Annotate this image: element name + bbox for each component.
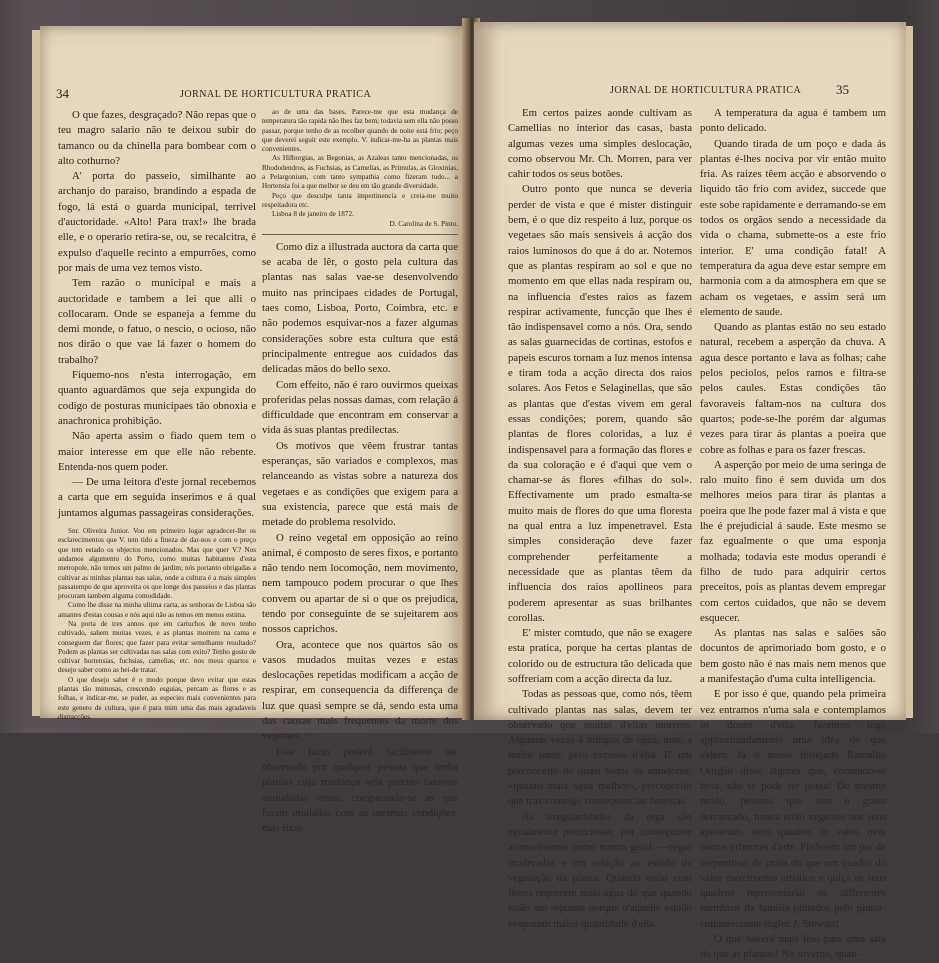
page-number-right: 35 [836, 82, 849, 97]
paragraph: A asperção por meio de uma seringa de ralo muito fino é sem duvida um dos melhores meios para tirar ás plantas a poeira que lhe pode fazer mal á vista e que lhe é prejudicial á saude. Este mesmo se faz egualmente o que uma esponja molhada; todavia este modus operandi é filho de tudo para adquirir certos preceitos, pois as plantas devem empregar com certos cuidados, que não se devem esquecer. [700, 458, 886, 624]
running-head-left: JORNAL DE HORTICULTURA PRATICA [180, 89, 372, 100]
letter-text [58, 527, 256, 722]
paragraph: Fiquemo-nos n'esta interrogação, em quanto aguardâmos que seja expungida do codigo de posturas municipaes tão obnoxia e anachronica prohibição. [58, 369, 256, 427]
paragraph: Quando tirada de um poço e dada ás plantas é-lhes nociva por vir então muito fria. As raizes têem acção e absorvendo o liquido tão frio com avidez, succede que este sobe rapidamente e derramando-se em todos os orgãos sendo a necessidade da vida o chama, submette-os a este frio interior. E' uma condição fatal! A temperatura da agua deve estar sempre em harmonia com a da atmosphera em que se acham os vegetaes, e assim será um elemento de saude. [700, 137, 886, 318]
paragraph: O que haverá mais feio para uma sala do que as plantas? No inverno, quan- [700, 933, 886, 961]
paragraph: Não aperta assim o fiado quem tem o maior interesse em que elle não rebente. Entenda-nos quem poder. [58, 430, 256, 473]
small-paragraph: ao de uma das bases. Parece-me que esta mudança de temperatura tão rapida não lhes faz bem; todavia sem ella não posso passar, porque tenho de as recolher quando de noite está frio; peço que deverei seguir este exemplo. V. indicar-me-ha as plantas mais convenientes. [262, 108, 458, 154]
small-paragraph: Lisboa 8 de janeiro de 1872. [272, 210, 354, 219]
paragraph: — De uma leitora d'este jornal recebemos a carta que em seguida inserimos e á qual juntamos algumas passageiras considerações. [58, 476, 256, 519]
left-column-1 [58, 108, 256, 722]
page-number-left: 34 [56, 86, 69, 101]
paragraph: As plantas nas salas e salões são docuntos de aprimoriado bom gosto, e o bem gosto não é nas mais nem menos que a manifestação d'uma culta intelligencia. [700, 627, 886, 685]
divider-rule [262, 234, 458, 235]
paragraph: Com effeito, não é raro ouvirmos queixas proferidas pelas nossas damas, com relação á difficuldade que encontram em conservar a vida ás suas plantas predilectas. [262, 378, 458, 437]
small-paragraph: O que desejo saber é o modo porque devo evitar que estas plantas tão mimosas, crescendo esguias, percam as flores e as folhas, e indicar-me, se puder, as especies mais convenientes para este genero de cultura, que é para mim uma das mais agradaveis distracções. [58, 675, 256, 721]
paragraph: Quando as plantas estão no seu estado natural, recebem a asperção da chuva. A agua desce portanto e lava as folhas; cahe pelos peciolos, pelos ramos e filtra-se pelos caules. Estas condições tão favoraveis faltam-nos na cultura dos quartos; pode-se-lhe porém dar algumas vezes para tirar ás plantas a poeira que cobre as folhas e para os fazer frescas. [700, 321, 886, 456]
paragraph: Outro ponto que nunca se deveria perder de vista e que é mister distinguir bem, é o que diz respeito á luz, porque os vegetaes são mais sensiveis á acção dos raios luminosos do que á do ar. Notemos que as plantas respiram ao sol e que no momento em que ellas nada respiram ou, na influencia d'estes raios as fazem respirar activamente, funcção que lhes é tão indispensavel como a nós. Ora, sendo as salas guarnecidas de cortinas, estofos e papeis escuros tornam a luz menos intensa e tiram toda a acção directa dos raios solares. Aos Fetos e Selaginellas, que são as plantas que d'estas vivem em geral essas condições; porem, quando são plantas de flores coloridas, a luz é indispensavel para a formação das flores e da sua coloração e é d'aqui que vem o chamar-se ás flores «filhas do sol». Effectivamente um prado esmalta-se muito mais de flores do que uma floresta na qual entra a luz impenetravel. Esta simples consideração deve fazer comprehender perfeitamente a necessidade que as plantas têem da influencia dos raios apollineos para poderem apresentar as suas brilhantes corollas. [508, 183, 692, 624]
paragraph: Os motivos que vêem frustrar tantas esperanças, são variados e complexos, mas relanceando as vistas sobre a natureza dos vegetaes e as condições que exigem para a sua existencia, parece que está mais de metade do problema resolvido. [262, 439, 458, 529]
paragraph: E' mister comtudo, que não se exagere esta pratica, porque ha certas plantas de colorido ou de estructura tão delicada que soffreriam com a acção directa da luz. [508, 627, 692, 685]
small-paragraph: Na porta de tres annos que em cartuchos de novo tenho cultivado, sahem muitas vezes, e as plantas morrem na cama e conseguem dar flores; que fazer para evitar semelhante resultado? Podem as plantas ser cultivadas nas salas com exito? Tenho gosto de cultivar hortensias, fuchsias, camelias, etc. nos meus quartos e desejo saber como as hei-de tratar. [58, 619, 256, 675]
paragraph: Em certos paizes aonde cultivam as Camellias no interior das casas, basta algumas vezes uma simples deslocação, como observou Mr. Ch. Morren, para ver cahir todos os seus botões. [508, 107, 692, 181]
paragraph: As irregularidades da rega são egualmente perniciosas; por conseguinte aconselhamos como norma geral: —regas moderadas e em relação ao estado de vegetação da planta. Quando estão com flores requerem mais agua do que quando estão em repouso porque n'aquelle estado evaporam maior quantidade d'ella. [508, 810, 692, 930]
paragraph: O que fazes, desgraçado? Não repas que o teu magro salario não te deixou subir do tamanco ou da chinella para bombear com o alto cothurno? [58, 109, 256, 167]
paragraph: Este facto poderá facilmente ser observado por qualquer pessoa que tenha plantas cuja mudança seja preciso fazer-se amiudadas vezes, comparando-se as que foram mudadas com as mesmas condições, mas fixas. [262, 745, 458, 835]
paragraph: E por isso é que, quando pela primeira vez entramos n'uma sala e contemplamos os donos d'ella, fazemos logo approximadamente uma idéa do que valem. Já o nosso festejado Ramalho Ortigão disse algures que, comendo-se broa, não se pode ser poeta! Do mesmo modo, pessoas que tem o gosto derrancado, nunca terão vegetaes nos seus aposentos, nem quadros de valor, nem outros primores d'arte. Preferem um par de serpentinas de prata do que um quadro do valor mercimento artistico e quiçá os seus quadros representarão os differentes membros da familia pintados pelo pintor-commerciante inglez J. Stewart! [700, 688, 886, 930]
paragraph: A temperatura da agua é tambem um ponto delicado. [700, 107, 886, 135]
small-paragraph: As Hilborgias, as Begonias, as Azaleas tanto mencionadas, os Rhododendros, as Fuchsias, as Camelias, as Primulas, as Gloxinias, a Pelargonium, com tanto sympathia como fizeram tudo... a Hortensia foi a que melhor se deu em tão grande diversidade. [262, 154, 458, 191]
running-head-right: JORNAL DE HORTICULTURA PRATICA [610, 85, 802, 96]
paragraph: O reino vegetal em opposição ao reino animal, é composto de seres fixos, e portanto não tendo nem locomoção, nem movimento, nem tampouco podem procurar o que lhes convem ou apartar de si o que os prejudica, tendo por conseguinte de se sujeitarem aos nossos caprichos. [262, 531, 458, 636]
left-page [40, 26, 468, 835]
signature: D. Carolina de S. Pinto. [389, 219, 458, 228]
paragraph: Tem razão o municipal e mais a auctoridade e tambem a lei que alli o collocaram. Onde se espaneja a femme du demi monde, o fatuo, o nescio, o ocioso, não nos dirão o que vae lá fazer o homem do trabalho? [58, 277, 256, 366]
right-page [474, 22, 906, 961]
paragraph: Ora, acontece que nos quartos são os vasos mudados muitas vezes e estas deslocações repetidas modificam a acção de respirar, em consequencia da differença de luz que quasi sempre se dá, sendo esta uma das causas mais frequentes da morte dos vegetaes. [262, 638, 458, 743]
small-paragraph: Como lhe disse na minha ultima carta, as senhoras de Lisboa são amantes d'estas cousas e nós aqui não as temos em menos estima. [58, 601, 256, 619]
right-column-2 [700, 106, 886, 963]
paragraph: A' porta do passeio, similhante ao archanjo do paraiso, brandindo a espada de fogo, lá está o guarda municipal, terrivel d'auctoridade. «Alto! Para trax!» lhe brada elle, e o operario retira-se, ou, se recalcitra, é expulso d'aquelle recinto a empurrões, como por mais de uma vez temos visto. [58, 170, 256, 274]
letter-continuation [262, 108, 458, 229]
paragraph: Como diz a illustrada auctora da carta que se acaba de lêr, o gosto pela cultura das plantas nas salas vae-se desenvolvendo muito nas principaes cidades de Portugal, taes como, Lisboa, Porto, Coimbra, etc. e não podemos esquivar-nos a fazer algumas considerações sobre esta cultura que está principalmente entregue aos cuidados das delicadas mãos do bello sexo. [262, 240, 458, 376]
paragraph: Todas as pessoas que, como nós, têem cultivado plantas nas salas, devem ter observado que muitas d'ellas morrem. Algumas vezes á mingua de agua, mas, a maior parte, pelo excesso d'ella. E' um preconceito de quasi todos os amadores: «quanto mais agua melhor», preconceito que traz comsigo consequencias funestas. [508, 688, 692, 808]
small-paragraph: Snr. Oliveira Junior. Vou em primeiro logar agradecer-lhe os esclarecimentos que V. tem tido a fineza de dar-nos e com o preço que tem estado os objectos mencionados. Mas que quer V.? Nos andamos algumento do Porto, como muitas habitantes d'esta metropole, não temos um palmo de jardim; nós portanto obrigadas a cultivar as minhas plantas nas salas, onde a cultura é a mais simples passatempo de que aproveita os que longe dos passeios e das plantas procuram tambem alguma comodidade. [58, 527, 256, 601]
left-column-2 [262, 108, 458, 836]
right-column-1 [508, 106, 692, 932]
small-paragraph: Peço que desculpe tanta impertinencia e creia-me muito respeitadora etc. [262, 191, 458, 209]
